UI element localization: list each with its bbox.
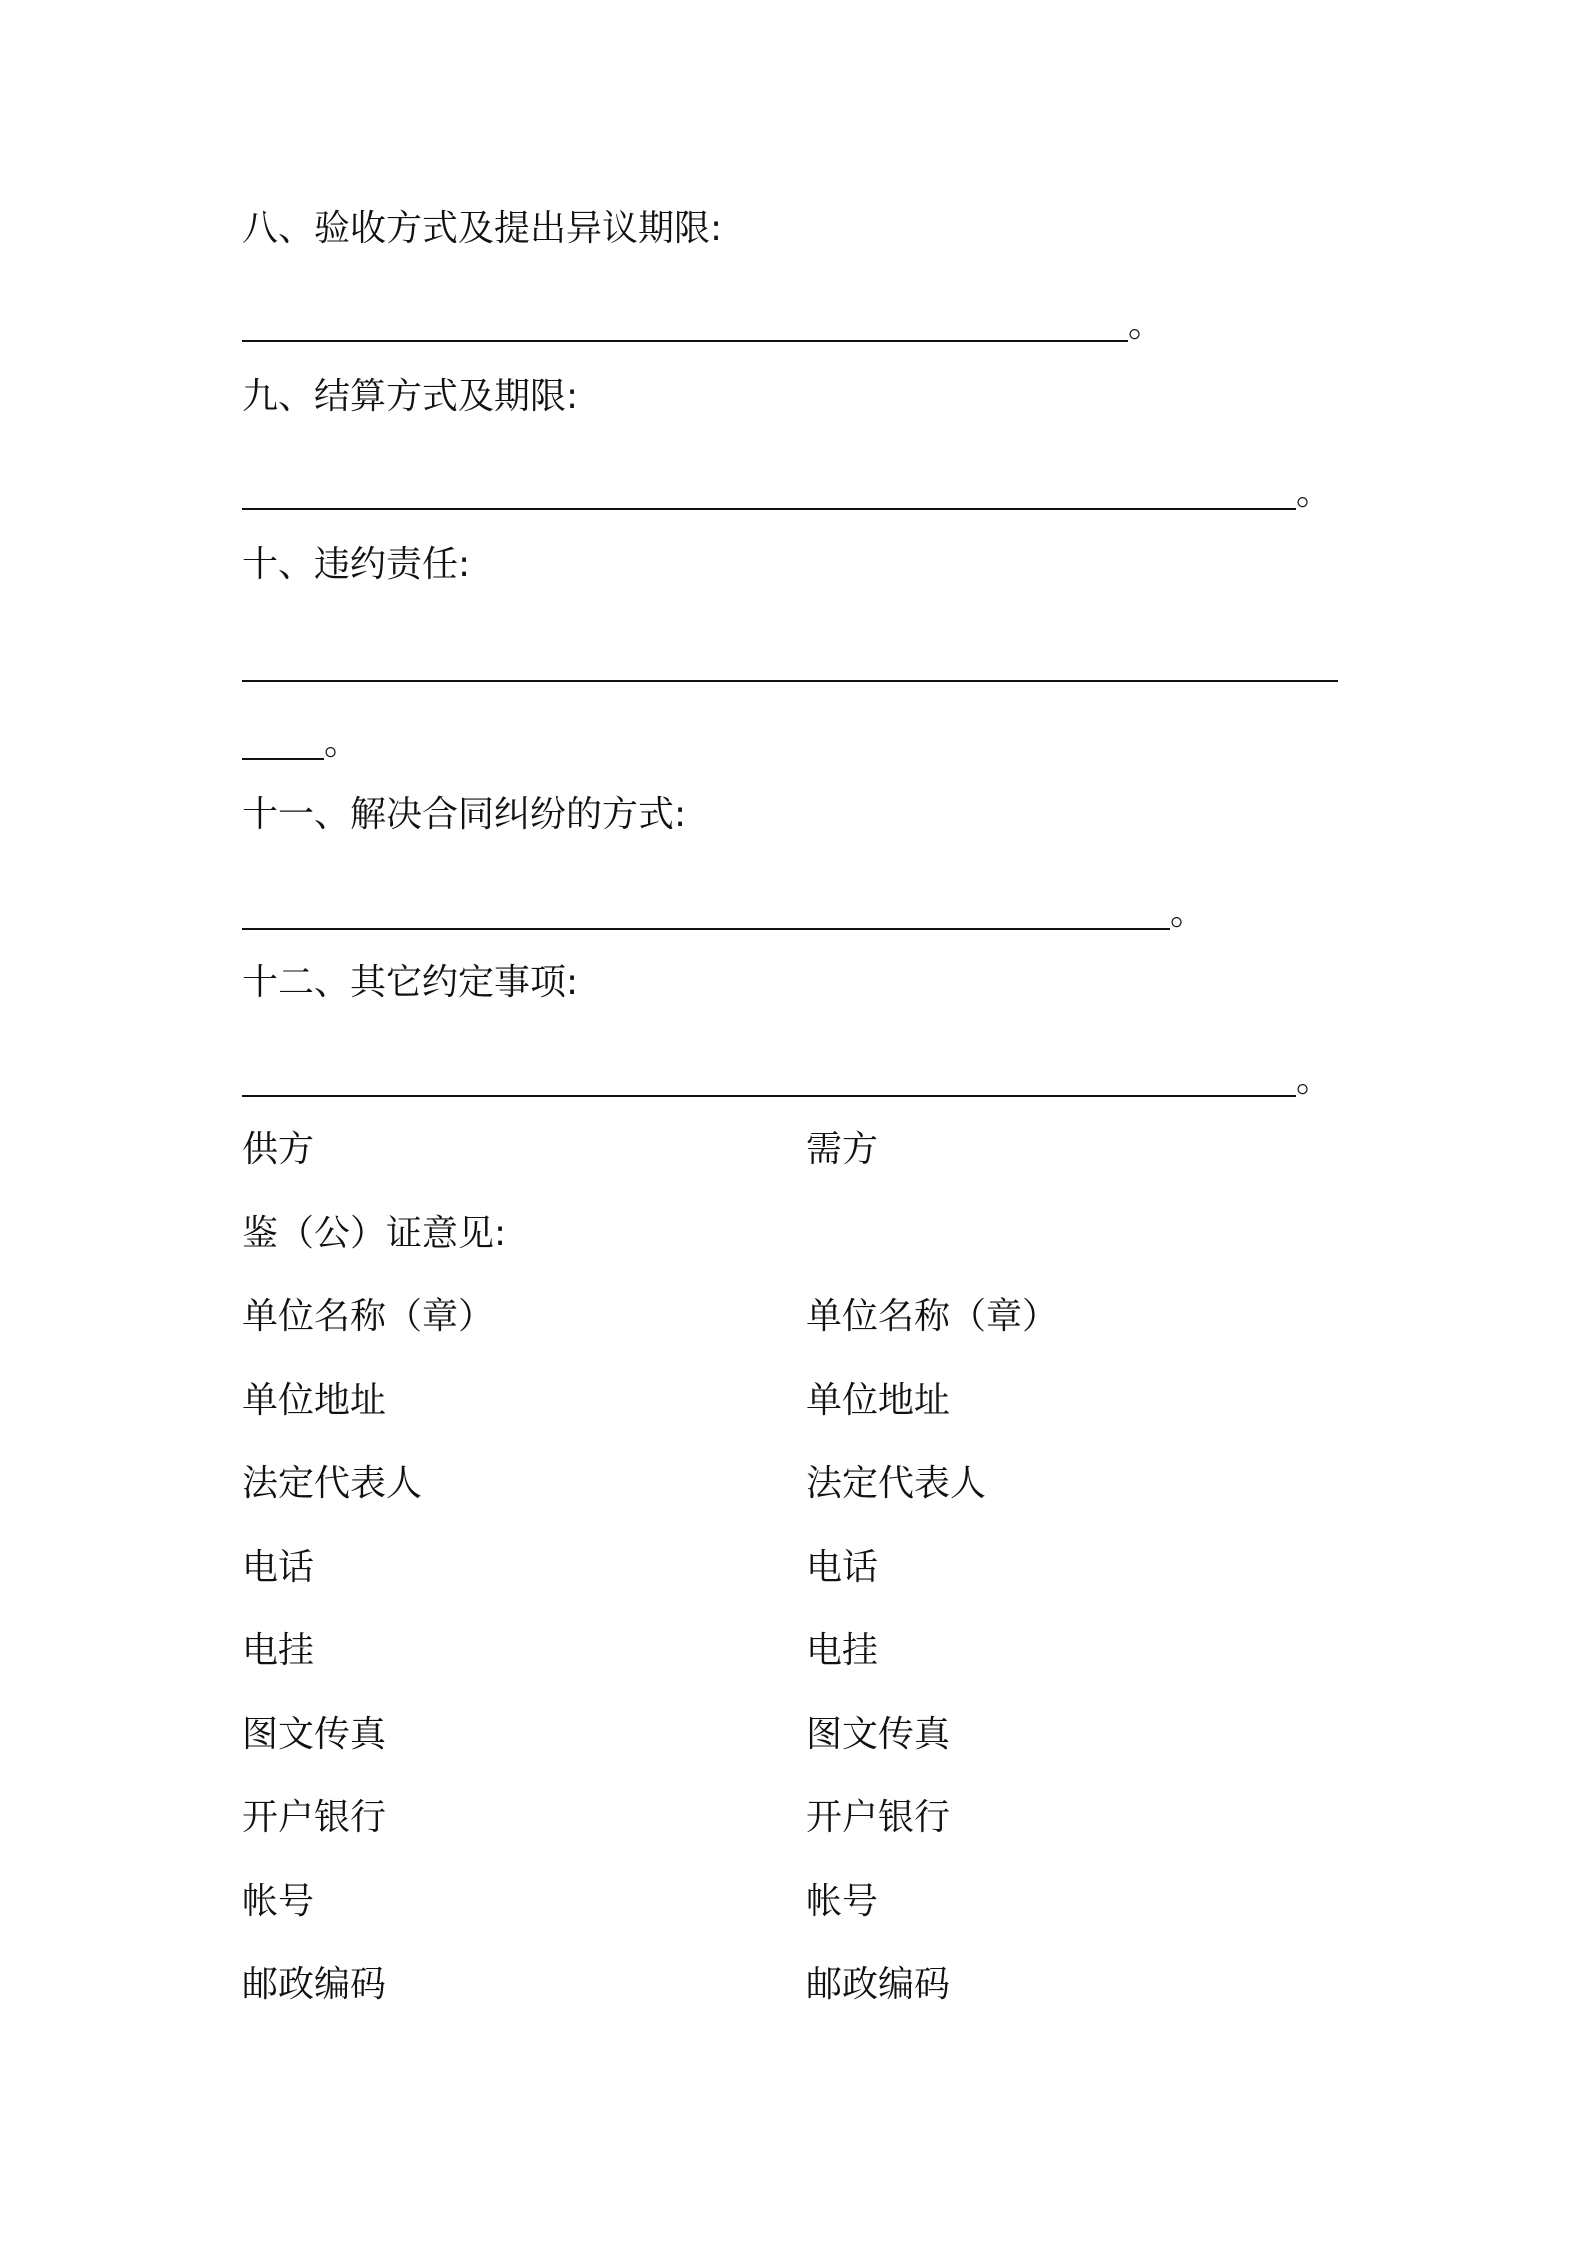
supplier-field-legal-rep: 法定代表人 [242, 1463, 423, 1504]
supplier-field-bank: 开户银行 [242, 1797, 387, 1838]
fill-in-line [242, 928, 1170, 930]
buyer-field-legal-rep: 法定代表人 [806, 1463, 987, 1504]
section-blank-8 [242, 300, 1165, 350]
supplier-field-phone: 电话 [242, 1547, 315, 1588]
notary-opinion-label: 鉴（公）证意见: [242, 1213, 507, 1254]
buyer-field-account: 帐号 [806, 1881, 879, 1922]
section-heading-9: 九、结算方式及期限: [242, 376, 579, 417]
buyer-field-fax: 图文传真 [806, 1714, 951, 1755]
buyer-label: 需方 [806, 1129, 879, 1170]
section-blank-11 [242, 888, 1207, 938]
supplier-label: 供方 [242, 1129, 315, 1170]
fill-in-line [242, 340, 1128, 342]
section-blank-9 [242, 468, 1333, 518]
buyer-field-company-name: 单位名称（章） [806, 1296, 1059, 1337]
buyer-field-postcode: 邮政编码 [806, 1964, 951, 2005]
buyer-field-phone: 电话 [806, 1547, 879, 1588]
buyer-field-address: 单位地址 [806, 1380, 951, 1421]
supplier-field-company-name: 单位名称（章） [242, 1296, 495, 1337]
fill-in-line [242, 680, 1338, 682]
supplier-field-address: 单位地址 [242, 1380, 387, 1421]
fill-in-line [242, 508, 1296, 510]
fill-in-line [242, 758, 324, 760]
section-heading-10: 十、违约责任: [242, 544, 471, 585]
supplier-field-telegraph: 电挂 [242, 1630, 315, 1671]
section-heading-12: 十二、其它约定事项: [242, 962, 579, 1003]
section-heading-11: 十一、解决合同纠纷的方式: [242, 794, 687, 835]
supplier-field-fax: 图文传真 [242, 1714, 387, 1755]
buyer-field-bank: 开户银行 [806, 1797, 951, 1838]
supplier-field-account: 帐号 [242, 1881, 315, 1922]
period-mark: 。 [1128, 304, 1165, 345]
period-mark: 。 [1170, 892, 1207, 933]
section-blank-10-line2 [242, 718, 361, 768]
period-mark: 。 [1296, 472, 1333, 513]
section-blank-12 [242, 1055, 1333, 1105]
supplier-field-postcode: 邮政编码 [242, 1964, 387, 2005]
fill-in-line [242, 1095, 1296, 1097]
section-heading-8: 八、验收方式及提出异议期限: [242, 208, 723, 249]
buyer-field-telegraph: 电挂 [806, 1630, 879, 1671]
period-mark: 。 [1296, 1059, 1333, 1100]
period-mark: 。 [324, 722, 361, 763]
section-blank-10-line1 [242, 640, 1342, 690]
